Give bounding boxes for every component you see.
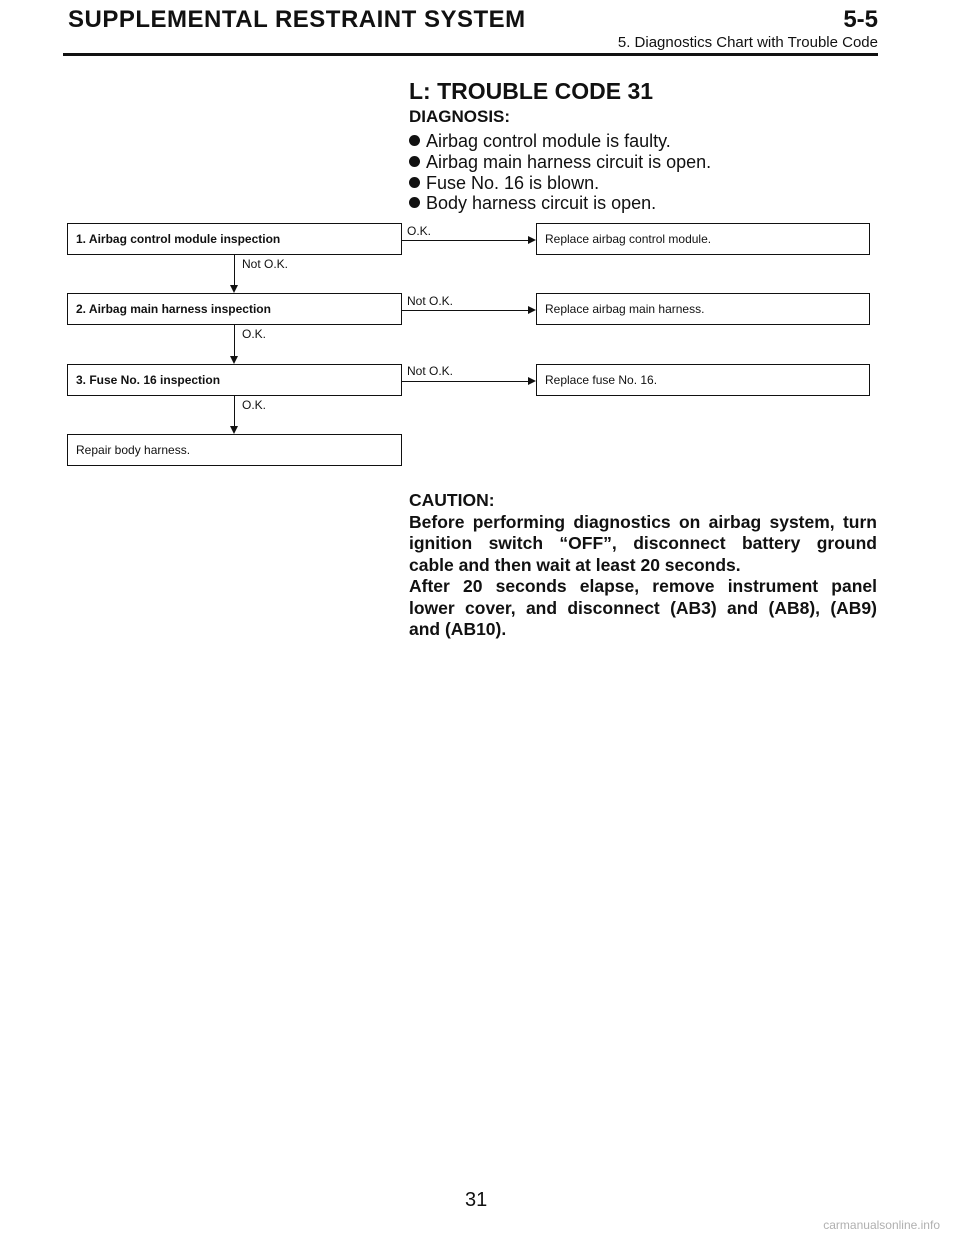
flow-step-3-down-label: O.K. [242, 398, 267, 412]
flow-step-2: 2. Airbag main harness inspection [67, 293, 402, 325]
flow-step-3: 3. Fuse No. 16 inspection [67, 364, 402, 396]
bullet-icon [409, 197, 420, 208]
flow-connector [234, 396, 235, 427]
section-title-header: SUPPLEMENTAL RESTRAINT SYSTEM [68, 6, 526, 33]
flow-step-2-side-label: Not O.K. [407, 294, 454, 308]
caution-line: ignition switch “OFF”, disconnect battery ground [409, 533, 877, 553]
section-code: 5-5 [843, 6, 878, 33]
flow-connector [402, 381, 528, 382]
flow-connector [402, 310, 528, 311]
diagnosis-item: Body harness circuit is open. [409, 193, 656, 214]
flow-connector [234, 325, 235, 357]
diagnosis-item: Airbag main harness circuit is open. [409, 152, 711, 173]
arrow-down-icon [230, 426, 238, 434]
section-subtitle: 5. Diagnostics Chart with Trouble Code [617, 34, 878, 51]
caution-note [409, 490, 877, 641]
arrow-down-icon [230, 356, 238, 364]
diagnosis-item: Airbag control module is faulty. [409, 131, 671, 152]
bullet-icon [409, 135, 420, 146]
trouble-code-title: L: TROUBLE CODE 31 [409, 78, 654, 104]
caution-line: After 20 seconds elapse, remove instrument panel [409, 576, 877, 596]
bullet-icon [409, 177, 420, 188]
caution-line: cable and then wait at least 20 seconds. [409, 554, 741, 575]
arrow-right-icon [528, 236, 536, 244]
caution-line: Before performing diagnostics on airbag system, turn [409, 511, 877, 532]
flow-step-2-down-label: O.K. [242, 327, 267, 341]
arrow-right-icon [528, 377, 536, 385]
flow-step-3-side-label: Not O.K. [407, 364, 454, 378]
page-number: 31 [465, 1189, 488, 1211]
header-divider [63, 53, 878, 56]
watermark: carmanualsonline.info [823, 1218, 940, 1232]
caution-line: and (AB10). [409, 619, 507, 639]
arrow-right-icon [528, 306, 536, 314]
flow-step-1: 1. Airbag control module inspection [67, 223, 402, 255]
flow-step-3-action: Replace fuse No. 16. [536, 364, 870, 396]
flow-step-1-side-label: O.K. [407, 224, 432, 238]
arrow-down-icon [230, 285, 238, 293]
diagnosis-heading: DIAGNOSIS: [409, 107, 511, 126]
flow-step-1-action: Replace airbag control module. [536, 223, 870, 255]
diagnosis-item: Fuse No. 16 is blown. [409, 173, 599, 194]
bullet-icon [409, 156, 420, 167]
flow-final-action: Repair body harness. [67, 434, 402, 466]
caution-line: lower cover, and disconnect (AB3) and (AB8), (AB9) [409, 597, 877, 618]
flow-step-2-action: Replace airbag main harness. [536, 293, 870, 325]
flow-step-1-down-label: Not O.K. [242, 257, 289, 271]
flow-connector [234, 255, 235, 286]
flow-connector [402, 240, 528, 241]
caution-heading: CAUTION: [409, 490, 495, 510]
